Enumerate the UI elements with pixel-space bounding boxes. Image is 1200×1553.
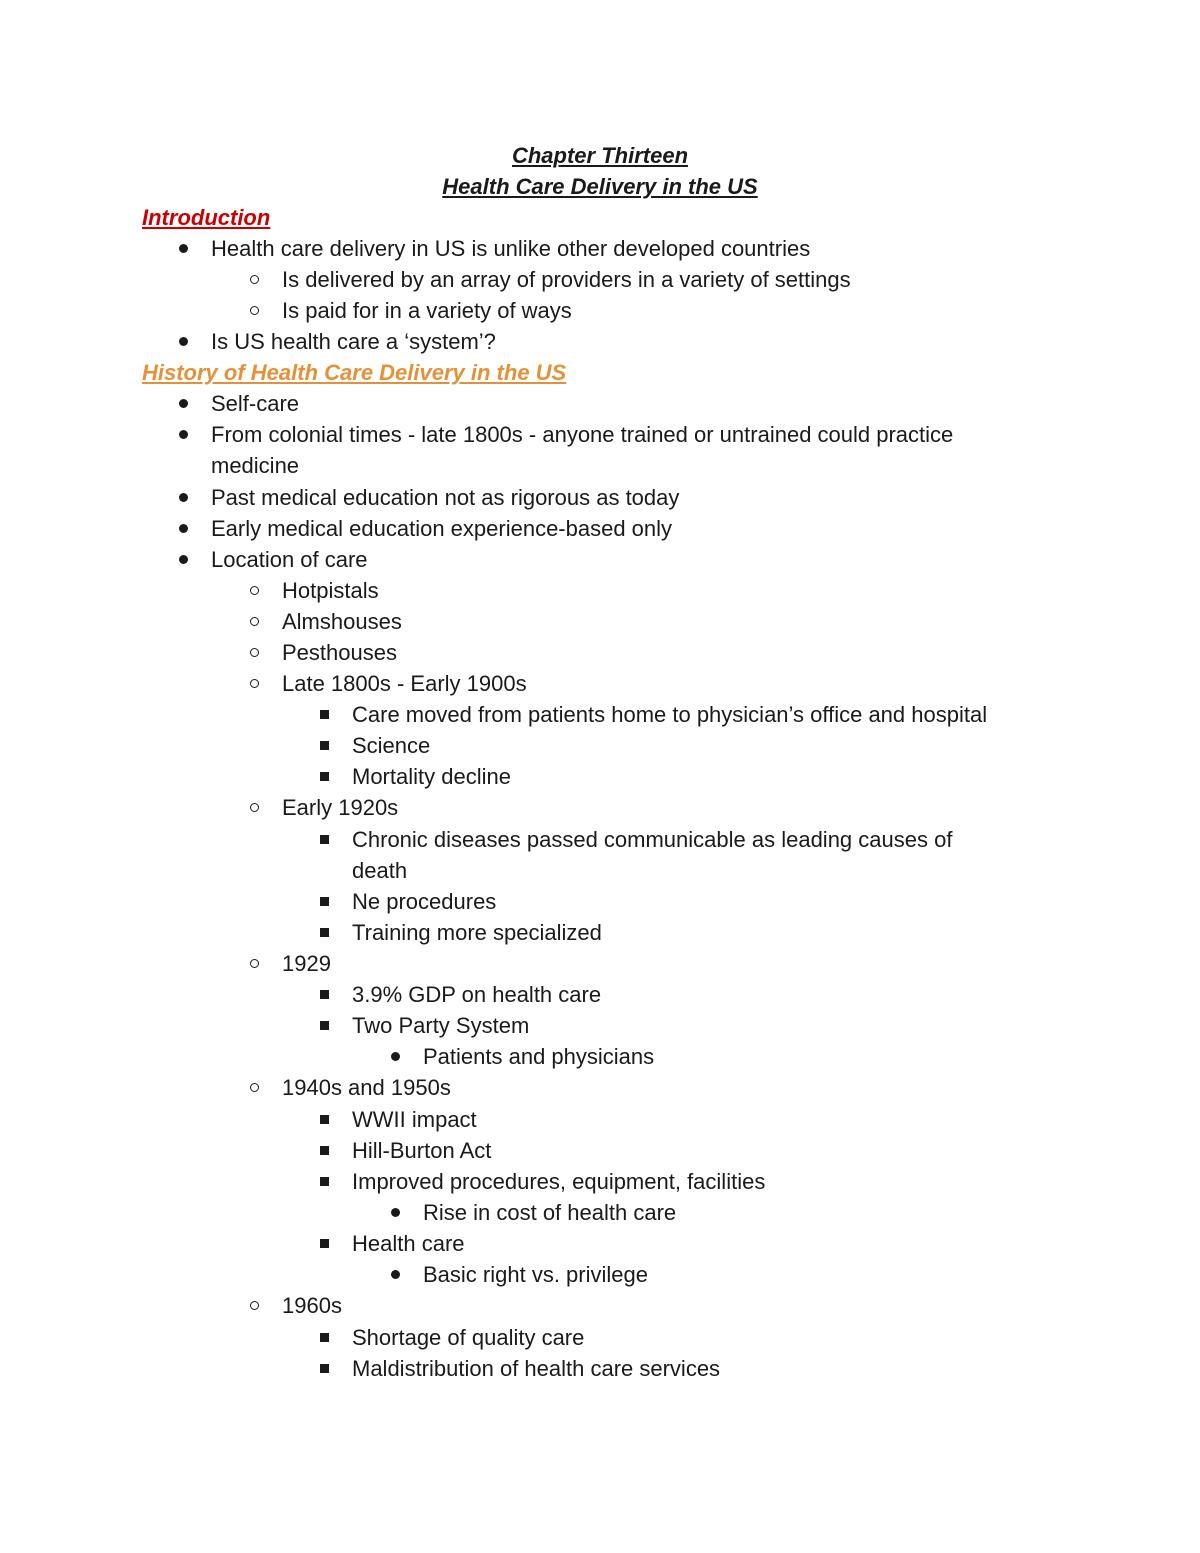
filled-bullet-icon: [179, 555, 188, 564]
square-bullet-icon: [320, 928, 329, 937]
list-item: Almshouses: [282, 606, 402, 637]
hollow-bullet-icon: [250, 275, 259, 284]
list-item: Training more specialized: [352, 917, 602, 948]
filled-bullet-icon: [179, 493, 188, 502]
square-bullet-icon: [320, 1146, 329, 1155]
list-item: Care moved from patients home to physician’s office and hospital: [352, 699, 987, 730]
square-bullet-icon: [320, 710, 329, 719]
list-item-continuation: medicine: [211, 453, 300, 478]
hollow-bullet-icon: [250, 648, 259, 657]
square-bullet-icon: [320, 897, 329, 906]
list-item: 1929: [282, 948, 331, 979]
list-item: Is delivered by an array of providers in a variety of settings: [282, 264, 851, 295]
list-item: Mortality decline: [352, 761, 511, 792]
list-item: Maldistribution of health care services: [352, 1353, 720, 1384]
list-item: Two Party System: [352, 1010, 529, 1041]
list-item: 1960s: [282, 1290, 342, 1321]
filled-bullet-icon: [179, 244, 188, 253]
list-item: Health care delivery in US is unlike other developed countries: [211, 233, 810, 264]
filled-bullet-icon: [391, 1052, 400, 1061]
filled-bullet-icon: [391, 1270, 400, 1279]
document-title: Health Care Delivery in the US: [442, 174, 758, 199]
list-item: Rise in cost of health care: [423, 1197, 676, 1228]
square-bullet-icon: [320, 1021, 329, 1030]
list-item: Early medical education experience-based only: [211, 513, 672, 544]
square-bullet-icon: [320, 1364, 329, 1373]
list-item: Self-care: [211, 388, 299, 419]
list-item: Is US health care a ‘system’?: [211, 326, 496, 357]
hollow-bullet-icon: [250, 679, 259, 688]
list-item: Is paid for in a variety of ways: [282, 295, 572, 326]
filled-bullet-icon: [179, 430, 188, 439]
square-bullet-icon: [320, 1239, 329, 1248]
filled-bullet-icon: [179, 524, 188, 533]
section-heading-introduction: Introduction: [142, 205, 271, 230]
hollow-bullet-icon: [250, 959, 259, 968]
hollow-bullet-icon: [250, 1301, 259, 1310]
square-bullet-icon: [320, 990, 329, 999]
list-item: Improved procedures, equipment, facilities: [352, 1166, 765, 1197]
list-item: 3.9% GDP on health care: [352, 979, 601, 1010]
list-item: WWII impact: [352, 1104, 477, 1135]
filled-bullet-icon: [179, 399, 188, 408]
square-bullet-icon: [320, 772, 329, 781]
list-item: Location of care: [211, 544, 368, 575]
list-item: Pesthouses: [282, 637, 397, 668]
list-item: Shortage of quality care: [352, 1322, 584, 1353]
list-item: Early 1920s: [282, 792, 398, 823]
section-heading-history: History of Health Care Delivery in the US: [142, 360, 567, 385]
filled-bullet-icon: [391, 1208, 400, 1217]
list-item: Late 1800s - Early 1900s: [282, 668, 527, 699]
list-item: Hotpistals: [282, 575, 379, 606]
list-item: 1940s and 1950s: [282, 1072, 451, 1103]
hollow-bullet-icon: [250, 306, 259, 315]
square-bullet-icon: [320, 1333, 329, 1342]
list-item-continuation: death: [352, 858, 408, 883]
list-item: Hill-Burton Act: [352, 1135, 491, 1166]
square-bullet-icon: [320, 741, 329, 750]
list-item: From colonial times - late 1800s - anyone trained or untrained could practice: [211, 419, 953, 450]
list-item: Ne procedures: [352, 886, 496, 917]
square-bullet-icon: [320, 835, 329, 844]
square-bullet-icon: [320, 1177, 329, 1186]
list-item: Basic right vs. privilege: [423, 1259, 648, 1290]
square-bullet-icon: [320, 1115, 329, 1124]
filled-bullet-icon: [179, 337, 188, 346]
chapter-title: Chapter Thirteen: [511, 143, 689, 168]
hollow-bullet-icon: [250, 1083, 259, 1092]
list-item: Chronic diseases passed communicable as leading causes of: [352, 824, 952, 855]
hollow-bullet-icon: [250, 586, 259, 595]
list-item: Patients and physicians: [423, 1041, 654, 1072]
list-item: Science: [352, 730, 430, 761]
list-item: Past medical education not as rigorous as today: [211, 482, 679, 513]
hollow-bullet-icon: [250, 617, 259, 626]
list-item: Health care: [352, 1228, 465, 1259]
hollow-bullet-icon: [250, 803, 259, 812]
